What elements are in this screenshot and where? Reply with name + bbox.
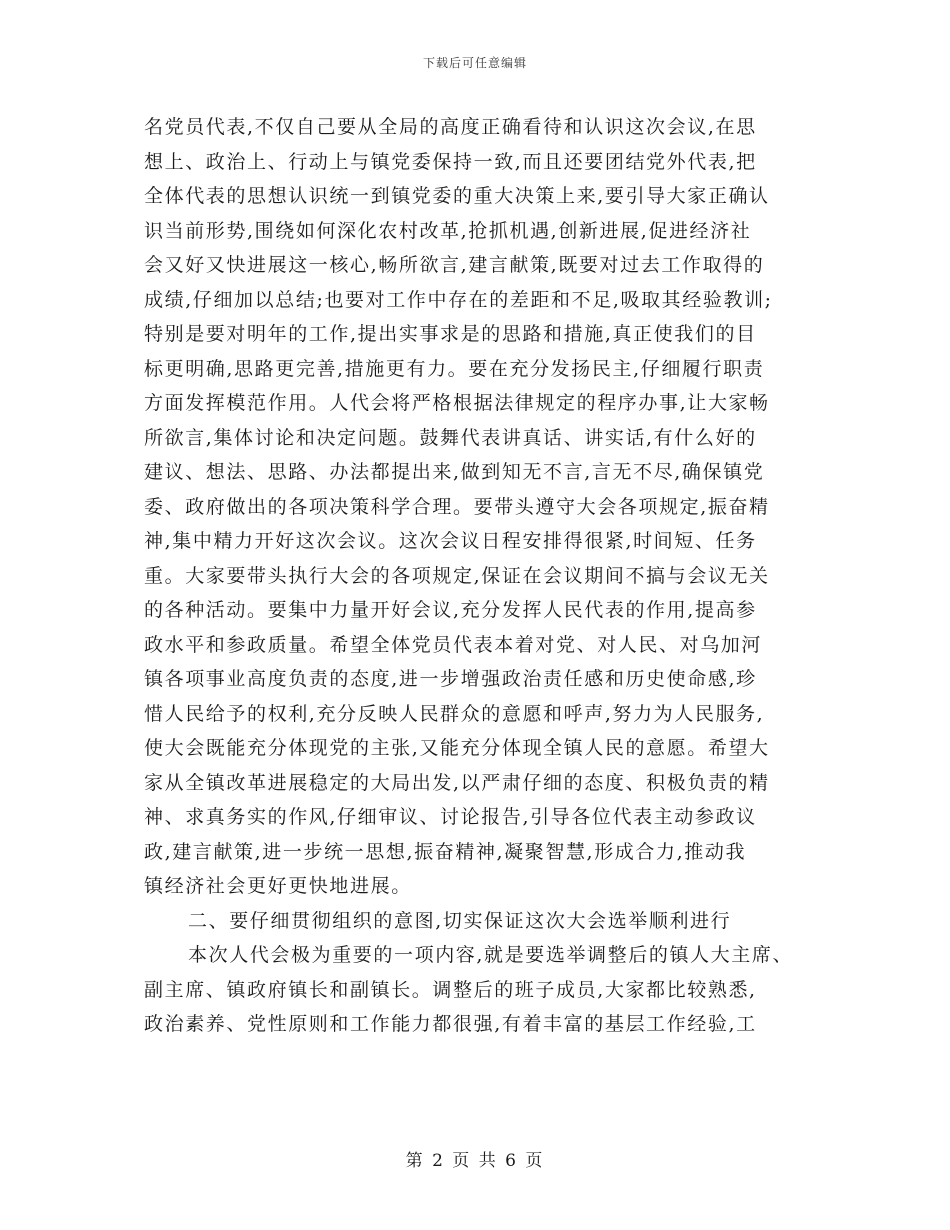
text-line: 方面发挥模范作用。人代会将严格根据法律规定的程序办事,让大家畅 [144, 392, 770, 414]
text-line: 特别是要对明年的工作,提出实事求是的思路和措施,真正使我们的目 [144, 323, 757, 345]
text-line: 重。大家要带头执行大会的各项规定,保证在会议期间不搞与会议无关 [144, 564, 770, 587]
text-line: 想上、政治上、行动上与镇党委保持一致,而且还要团结党外代表,把 [144, 150, 757, 173]
text-line: 委、政府做出的各项决策科学合理。要带头遵守大会各项规定,振奋精 [144, 495, 770, 518]
text-line: 惜人民给予的权利,充分反映人民群众的意愿和呼声,努力为人民服务, [144, 702, 765, 725]
text-line: 神,集中精力开好这次会议。这次会议日程安排得很紧,时间短、任务 [144, 530, 757, 552]
text-line: 家从全镇改革进展稳定的大局出发,以严肃仔细的态度、积极负责的精 [144, 771, 770, 794]
page-number: 第 2 页 共 6 页 [405, 1151, 545, 1171]
text-line: 镇经济社会更好更快地进展。 [144, 875, 412, 897]
text-line: 标更明确,思路更完善,措施更有力。要在充分发扬民主,仔细履行职责 [144, 357, 765, 380]
text-line: 名党员代表,不仅自己要从全局的高度正确看待和认识这次会议,在思 [144, 116, 757, 138]
document-body [144, 110, 816, 1042]
text-line: 的各种活动。要集中力量开好会议,充分发挥人民代表的作用,提高参 [144, 599, 757, 621]
text-line: 全体代表的思想认识统一到镇党委的重大决策上来,要引导大家正确认 [144, 185, 770, 207]
text-line: 政,建言献策,进一步统一思想,振奋精神,凝聚智慧,形成合力,推动我 [144, 840, 747, 863]
text-line: 副主席、镇政府镇长和副镇长。调整后的班子成员,大家都比较熟悉, [144, 978, 757, 1001]
page-header-note: 下载后可任意编辑 [422, 56, 527, 70]
section-heading: 二、要仔细贯彻组织的意图,切实保证这次大会选举顺利进行 [188, 909, 732, 932]
text-line: 镇各项事业高度负责的态度,进一步增强政治责任感和历史使命感,珍 [144, 668, 757, 690]
text-line: 政治素养、党性原则和工作能力都很强,有着丰富的基层工作经验,工 [144, 1013, 757, 1035]
text-line: 政水平和参政质量。希望全体党员代表本着对党、对人民、对乌加河 [144, 633, 763, 656]
text-line: 本次人代会极为重要的一项内容,就是要选举调整后的镇人大主席、 [188, 944, 794, 966]
text-line: 识当前形势,围绕如何深化农村改革,抢抓机遇,创新进展,促进经济社 [144, 219, 752, 242]
text-line: 成绩,仔细加以总结;也要对工作中存在的差距和不足,吸取其经验教训; [144, 288, 773, 311]
text-line: 所欲言,集体讨论和决定问题。鼓舞代表讲真话、讲实话,有什么好的 [144, 426, 757, 449]
text-line: 神、求真务实的作风,仔细审议、讨论报告,引导各位代表主动参政议 [144, 806, 757, 828]
text-line: 会又好又快进展这一核心,畅所欲言,建言献策,既要对过去工作取得的 [144, 254, 765, 276]
text-line: 建议、想法、思路、办法都提出来,做到知无不言,言无不尽,确保镇党 [144, 461, 765, 483]
text-line: 使大会既能充分体现党的主张,又能充分体现全镇人民的意愿。希望大 [144, 737, 770, 759]
